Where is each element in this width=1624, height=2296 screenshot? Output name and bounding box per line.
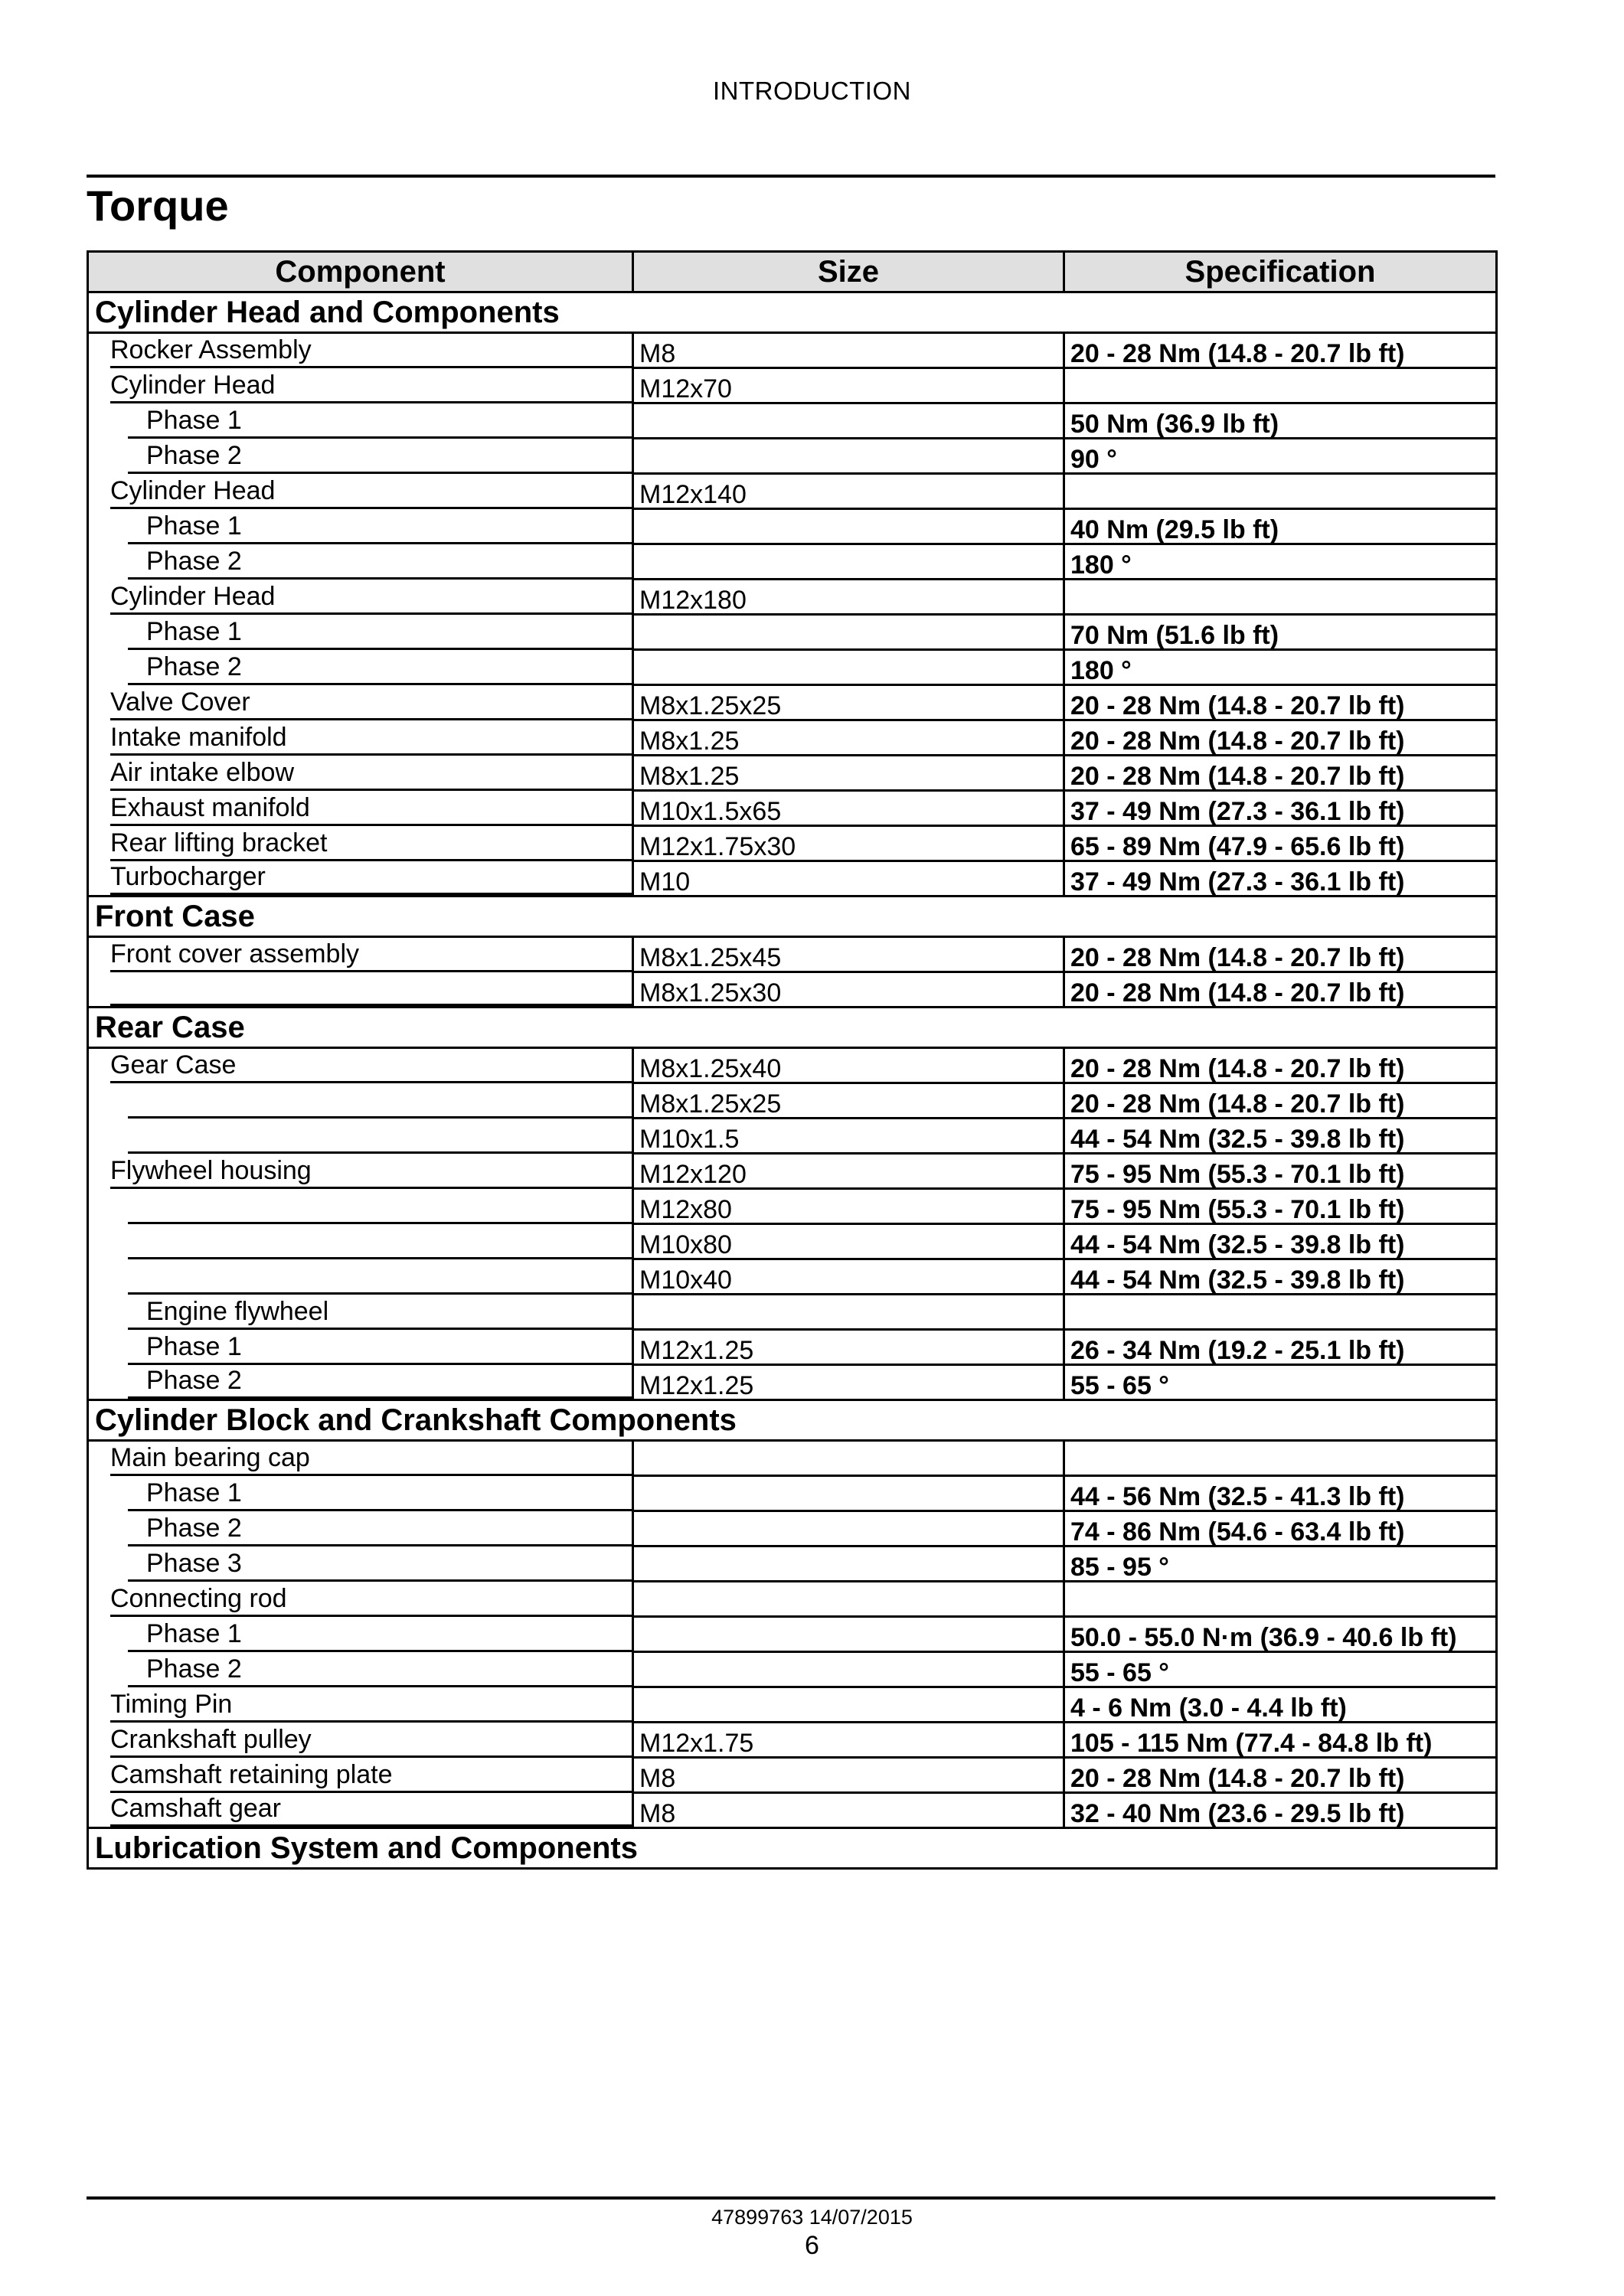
- component-underline: [110, 941, 632, 972]
- component-underline: [110, 1795, 632, 1827]
- component-cell: [88, 1048, 633, 1083]
- component-underline: [110, 830, 632, 861]
- size-cell: M10x1.5: [633, 1119, 1064, 1154]
- specification-cell: 20 - 28 Nm (14.8 - 20.7 lb ft): [1064, 720, 1497, 756]
- size-cell: [633, 439, 1064, 474]
- component-cell: [88, 615, 633, 650]
- size-cell: [633, 544, 1064, 580]
- table-row: [88, 937, 1497, 972]
- table-row: [88, 1083, 1497, 1119]
- size-cell: M12x1.75: [633, 1723, 1064, 1758]
- component-underline: [110, 337, 632, 368]
- component-label: Cylinder Head: [110, 581, 276, 611]
- header-rule: [87, 175, 1495, 178]
- table-row: [88, 368, 1497, 403]
- component-label: Phase 1: [146, 1331, 242, 1361]
- specification-cell: 74 - 86 Nm (54.6 - 63.4 lb ft): [1064, 1511, 1497, 1546]
- table-row: [88, 333, 1497, 368]
- component-cell: [88, 650, 633, 685]
- group-row: [88, 1008, 1497, 1048]
- table-row: [88, 650, 1497, 685]
- size-cell: [633, 1546, 1064, 1582]
- table-row: [88, 685, 1497, 720]
- component-label: Phase 2: [146, 1513, 242, 1543]
- size-cell: M8x1.25x25: [633, 685, 1064, 720]
- table-row: [88, 1687, 1497, 1723]
- component-label: Phase 2: [146, 1654, 242, 1684]
- specification-cell: [1064, 368, 1497, 403]
- size-cell: [633, 403, 1064, 439]
- component-underline: [110, 1759, 632, 1793]
- component-label: Phase 1: [146, 511, 242, 541]
- group-heading: Cylinder Block and Crankshaft Components: [88, 1400, 1497, 1441]
- table-row: [88, 1546, 1497, 1582]
- specification-cell: 20 - 28 Nm (14.8 - 20.7 lb ft): [1064, 756, 1497, 791]
- specification-cell: 85 - 95 °: [1064, 1546, 1497, 1582]
- size-cell: [633, 1617, 1064, 1652]
- specification-cell: [1064, 1295, 1497, 1330]
- torque-table: [87, 250, 1498, 1870]
- component-label: Air intake elbow: [110, 757, 295, 787]
- size-cell: [633, 1582, 1064, 1617]
- group-heading: Lubrication System and Components: [88, 1828, 1497, 1869]
- component-cell: [88, 333, 633, 368]
- component-cell: [88, 544, 633, 580]
- table-row: [88, 1758, 1497, 1793]
- size-cell: M8x1.25x45: [633, 937, 1064, 972]
- size-cell: [633, 1687, 1064, 1723]
- table-row: [88, 1582, 1497, 1617]
- table-row: [88, 474, 1497, 509]
- specification-cell: 70 Nm (51.6 lb ft): [1064, 615, 1497, 650]
- component-label: Cylinder Head: [110, 475, 276, 505]
- specification-cell: 26 - 34 Nm (19.2 - 25.1 lb ft): [1064, 1330, 1497, 1365]
- component-label: Rocker Assembly: [110, 335, 312, 364]
- component-cell: [88, 1259, 633, 1295]
- specification-cell: 90 °: [1064, 439, 1497, 474]
- table-header-row: [88, 252, 1497, 292]
- specification-cell: 180 °: [1064, 544, 1497, 580]
- size-cell: M12x1.75x30: [633, 826, 1064, 861]
- size-cell: [633, 1441, 1064, 1476]
- component-underline: [110, 1583, 632, 1617]
- page-number: 6: [805, 2231, 819, 2260]
- group-row: [88, 1828, 1497, 1869]
- footer-rule: [87, 2196, 1495, 2200]
- component-label: Turbocharger: [110, 862, 266, 891]
- component-underline: [110, 689, 632, 720]
- specification-cell: [1064, 474, 1497, 509]
- component-cell: [88, 1295, 633, 1330]
- component-label: Front cover assembly: [110, 939, 359, 968]
- component-cell: [88, 368, 633, 403]
- table-row: [88, 615, 1497, 650]
- table-row: [88, 1259, 1497, 1295]
- size-cell: [633, 615, 1064, 650]
- component-cell: [88, 439, 633, 474]
- size-cell: [633, 1295, 1064, 1330]
- component-label: Phase 2: [146, 440, 242, 470]
- column-header-specification: Specification: [1064, 252, 1497, 292]
- component-cell: [88, 1119, 633, 1154]
- table-row: [88, 1723, 1497, 1758]
- component-underline: [128, 440, 632, 474]
- component-underline: [110, 475, 632, 509]
- column-header-component: Component: [88, 252, 633, 292]
- specification-cell: 40 Nm (29.5 lb ft): [1064, 509, 1497, 544]
- component-underline: [128, 1618, 632, 1652]
- component-underline: [128, 513, 632, 544]
- table-row: [88, 1048, 1497, 1083]
- component-label: Main bearing cap: [110, 1442, 310, 1472]
- table-row: [88, 1330, 1497, 1365]
- size-cell: [633, 650, 1064, 685]
- specification-cell: 65 - 89 Nm (47.9 - 65.6 lb ft): [1064, 826, 1497, 861]
- component-underline: [110, 583, 632, 615]
- specification-cell: 37 - 49 Nm (27.3 - 36.1 lb ft): [1064, 861, 1497, 897]
- group-heading: Rear Case: [88, 1008, 1497, 1048]
- component-underline: [110, 864, 632, 895]
- component-underline: [128, 1228, 632, 1259]
- table-row: [88, 1119, 1497, 1154]
- component-label: Camshaft retaining plate: [110, 1759, 393, 1789]
- size-cell: M8x1.25x40: [633, 1048, 1064, 1083]
- size-cell: M12x1.25: [633, 1330, 1064, 1365]
- table-row: [88, 826, 1497, 861]
- component-underline: [128, 548, 632, 580]
- table-row: [88, 756, 1497, 791]
- size-cell: M12x70: [633, 368, 1064, 403]
- group-row: [88, 292, 1497, 333]
- table-row: [88, 1295, 1497, 1330]
- table-row: [88, 1224, 1497, 1259]
- specification-cell: 20 - 28 Nm (14.8 - 20.7 lb ft): [1064, 937, 1497, 972]
- table-row: [88, 1154, 1497, 1189]
- component-cell: [88, 756, 633, 791]
- component-cell: [88, 861, 633, 897]
- table-row: [88, 1617, 1497, 1652]
- component-cell: [88, 685, 633, 720]
- component-label: Phase 1: [146, 1478, 242, 1507]
- component-underline: [128, 1331, 632, 1365]
- table-row: [88, 972, 1497, 1008]
- component-label: Valve Cover: [110, 687, 250, 717]
- table-row: [88, 861, 1497, 897]
- specification-cell: 50 Nm (36.9 lb ft): [1064, 403, 1497, 439]
- component-cell: [88, 403, 633, 439]
- specification-cell: 20 - 28 Nm (14.8 - 20.7 lb ft): [1064, 685, 1497, 720]
- component-label: Phase 1: [146, 616, 242, 646]
- specification-cell: 44 - 54 Nm (32.5 - 39.8 lb ft): [1064, 1119, 1497, 1154]
- component-underline: [128, 1193, 632, 1224]
- component-underline: [128, 654, 632, 685]
- component-label: Phase 2: [146, 1366, 242, 1395]
- specification-cell: 20 - 28 Nm (14.8 - 20.7 lb ft): [1064, 1048, 1497, 1083]
- component-underline: [110, 372, 632, 403]
- component-cell: [88, 1687, 633, 1723]
- size-cell: M12x180: [633, 580, 1064, 615]
- component-cell: [88, 1793, 633, 1828]
- table-row: [88, 544, 1497, 580]
- component-label: Crankshaft pulley: [110, 1724, 312, 1754]
- running-header: INTRODUCTION: [713, 77, 911, 105]
- component-label: Flywheel housing: [110, 1155, 312, 1185]
- component-cell: [88, 1652, 633, 1687]
- component-cell: [88, 509, 633, 544]
- component-underline: [128, 1480, 632, 1511]
- table-row: [88, 1476, 1497, 1511]
- size-cell: M10x40: [633, 1259, 1064, 1295]
- specification-cell: 37 - 49 Nm (27.3 - 36.1 lb ft): [1064, 791, 1497, 826]
- table-row: [88, 1652, 1497, 1687]
- component-cell: [88, 791, 633, 826]
- component-underline: [128, 407, 632, 439]
- specification-cell: 4 - 6 Nm (3.0 - 4.4 lb ft): [1064, 1687, 1497, 1723]
- group-row: [88, 897, 1497, 937]
- component-underline: [128, 1087, 632, 1119]
- specification-cell: 20 - 28 Nm (14.8 - 20.7 lb ft): [1064, 1758, 1497, 1793]
- size-cell: M8x1.25: [633, 756, 1064, 791]
- specification-cell: 180 °: [1064, 650, 1497, 685]
- size-cell: M12x120: [633, 1154, 1064, 1189]
- component-underline: [128, 1550, 632, 1582]
- size-cell: M10x80: [633, 1224, 1064, 1259]
- component-underline: [128, 1263, 632, 1295]
- component-underline: [110, 1691, 632, 1723]
- component-cell: [88, 1723, 633, 1758]
- specification-cell: 50.0 - 55.0 N·m (36.9 - 40.6 lb ft): [1064, 1617, 1497, 1652]
- component-label: Connecting rod: [110, 1583, 287, 1613]
- component-underline: [110, 1052, 632, 1083]
- group-heading: Front Case: [88, 897, 1497, 937]
- specification-cell: 44 - 54 Nm (32.5 - 39.8 lb ft): [1064, 1224, 1497, 1259]
- specification-cell: 20 - 28 Nm (14.8 - 20.7 lb ft): [1064, 333, 1497, 368]
- table-row: [88, 791, 1497, 826]
- component-cell: [88, 826, 633, 861]
- table-row: [88, 720, 1497, 756]
- component-cell: [88, 972, 633, 1008]
- section-title: Torque: [87, 181, 229, 230]
- component-cell: [88, 1617, 633, 1652]
- component-underline: [128, 1298, 632, 1330]
- table-row: [88, 1365, 1497, 1400]
- table-row: [88, 403, 1497, 439]
- component-label: Engine flywheel: [146, 1296, 329, 1326]
- size-cell: M12x1.25: [633, 1365, 1064, 1400]
- component-cell: [88, 1189, 633, 1224]
- specification-cell: 44 - 56 Nm (32.5 - 41.3 lb ft): [1064, 1476, 1497, 1511]
- size-cell: M8: [633, 1758, 1064, 1793]
- specification-cell: 55 - 65 °: [1064, 1365, 1497, 1400]
- component-cell: [88, 1441, 633, 1476]
- size-cell: M12x80: [633, 1189, 1064, 1224]
- size-cell: [633, 1511, 1064, 1546]
- specification-cell: 20 - 28 Nm (14.8 - 20.7 lb ft): [1064, 1083, 1497, 1119]
- size-cell: M8x1.25: [633, 720, 1064, 756]
- component-cell: [88, 580, 633, 615]
- component-underline: [110, 724, 632, 756]
- component-cell: [88, 1476, 633, 1511]
- group-row: [88, 1400, 1497, 1441]
- specification-cell: 44 - 54 Nm (32.5 - 39.8 lb ft): [1064, 1259, 1497, 1295]
- size-cell: M8x1.25x30: [633, 972, 1064, 1008]
- component-underline: [110, 1726, 632, 1758]
- table-row: [88, 1511, 1497, 1546]
- component-label: Rear lifting bracket: [110, 828, 328, 857]
- table-row: [88, 1441, 1497, 1476]
- component-cell: [88, 1365, 633, 1400]
- group-heading: Cylinder Head and Components: [88, 292, 1497, 333]
- component-label: Gear Case: [110, 1050, 237, 1079]
- component-label: Phase 2: [146, 546, 242, 576]
- specification-cell: 75 - 95 Nm (55.3 - 70.1 lb ft): [1064, 1154, 1497, 1189]
- component-cell: [88, 1546, 633, 1582]
- component-label: Phase 2: [146, 652, 242, 681]
- component-cell: [88, 1330, 633, 1365]
- size-cell: [633, 509, 1064, 544]
- component-label: Intake manifold: [110, 722, 287, 752]
- table-row: [88, 509, 1497, 544]
- size-cell: M10: [633, 861, 1064, 897]
- component-label: Phase 1: [146, 405, 242, 435]
- specification-cell: [1064, 1441, 1497, 1476]
- component-cell: [88, 474, 633, 509]
- specification-cell: [1064, 1582, 1497, 1617]
- component-cell: [88, 1582, 633, 1617]
- component-underline: [110, 792, 632, 826]
- size-cell: [633, 1652, 1064, 1687]
- table-row: [88, 580, 1497, 615]
- size-cell: M8: [633, 333, 1064, 368]
- size-cell: M8x1.25x25: [633, 1083, 1064, 1119]
- specification-cell: 75 - 95 Nm (55.3 - 70.1 lb ft): [1064, 1189, 1497, 1224]
- component-underline: [128, 1515, 632, 1546]
- component-underline: [110, 759, 632, 791]
- document-number: 47899763 14/07/2015: [711, 2206, 913, 2229]
- component-label: Exhaust manifold: [110, 792, 310, 822]
- component-label: Camshaft gear: [110, 1794, 281, 1823]
- component-underline: [128, 1367, 632, 1399]
- component-cell: [88, 937, 633, 972]
- component-underline: [128, 616, 632, 650]
- size-cell: [633, 1476, 1064, 1511]
- component-label: Timing Pin: [110, 1689, 233, 1719]
- specification-cell: 55 - 65 °: [1064, 1652, 1497, 1687]
- component-label: Phase 3: [146, 1548, 242, 1578]
- table-row: [88, 439, 1497, 474]
- component-cell: [88, 1083, 633, 1119]
- component-underline: [128, 1122, 632, 1154]
- component-underline: [128, 1656, 632, 1687]
- size-cell: M10x1.5x65: [633, 791, 1064, 826]
- component-cell: [88, 1511, 633, 1546]
- size-cell: M8: [633, 1793, 1064, 1828]
- size-cell: M12x140: [633, 474, 1064, 509]
- component-cell: [88, 1224, 633, 1259]
- specification-cell: 105 - 115 Nm (77.4 - 84.8 lb ft): [1064, 1723, 1497, 1758]
- component-underline: [110, 975, 632, 1006]
- specification-cell: 32 - 40 Nm (23.6 - 29.5 lb ft): [1064, 1793, 1497, 1828]
- specification-cell: [1064, 580, 1497, 615]
- component-cell: [88, 720, 633, 756]
- component-label: Phase 1: [146, 1618, 242, 1648]
- component-cell: [88, 1154, 633, 1189]
- table-row: [88, 1189, 1497, 1224]
- table-body: [88, 292, 1497, 1869]
- table-row: [88, 1793, 1497, 1828]
- column-header-size: Size: [633, 252, 1064, 292]
- component-cell: [88, 1758, 633, 1793]
- component-label: Cylinder Head: [110, 370, 276, 400]
- specification-cell: 20 - 28 Nm (14.8 - 20.7 lb ft): [1064, 972, 1497, 1008]
- component-underline: [110, 1442, 632, 1476]
- component-underline: [110, 1155, 632, 1189]
